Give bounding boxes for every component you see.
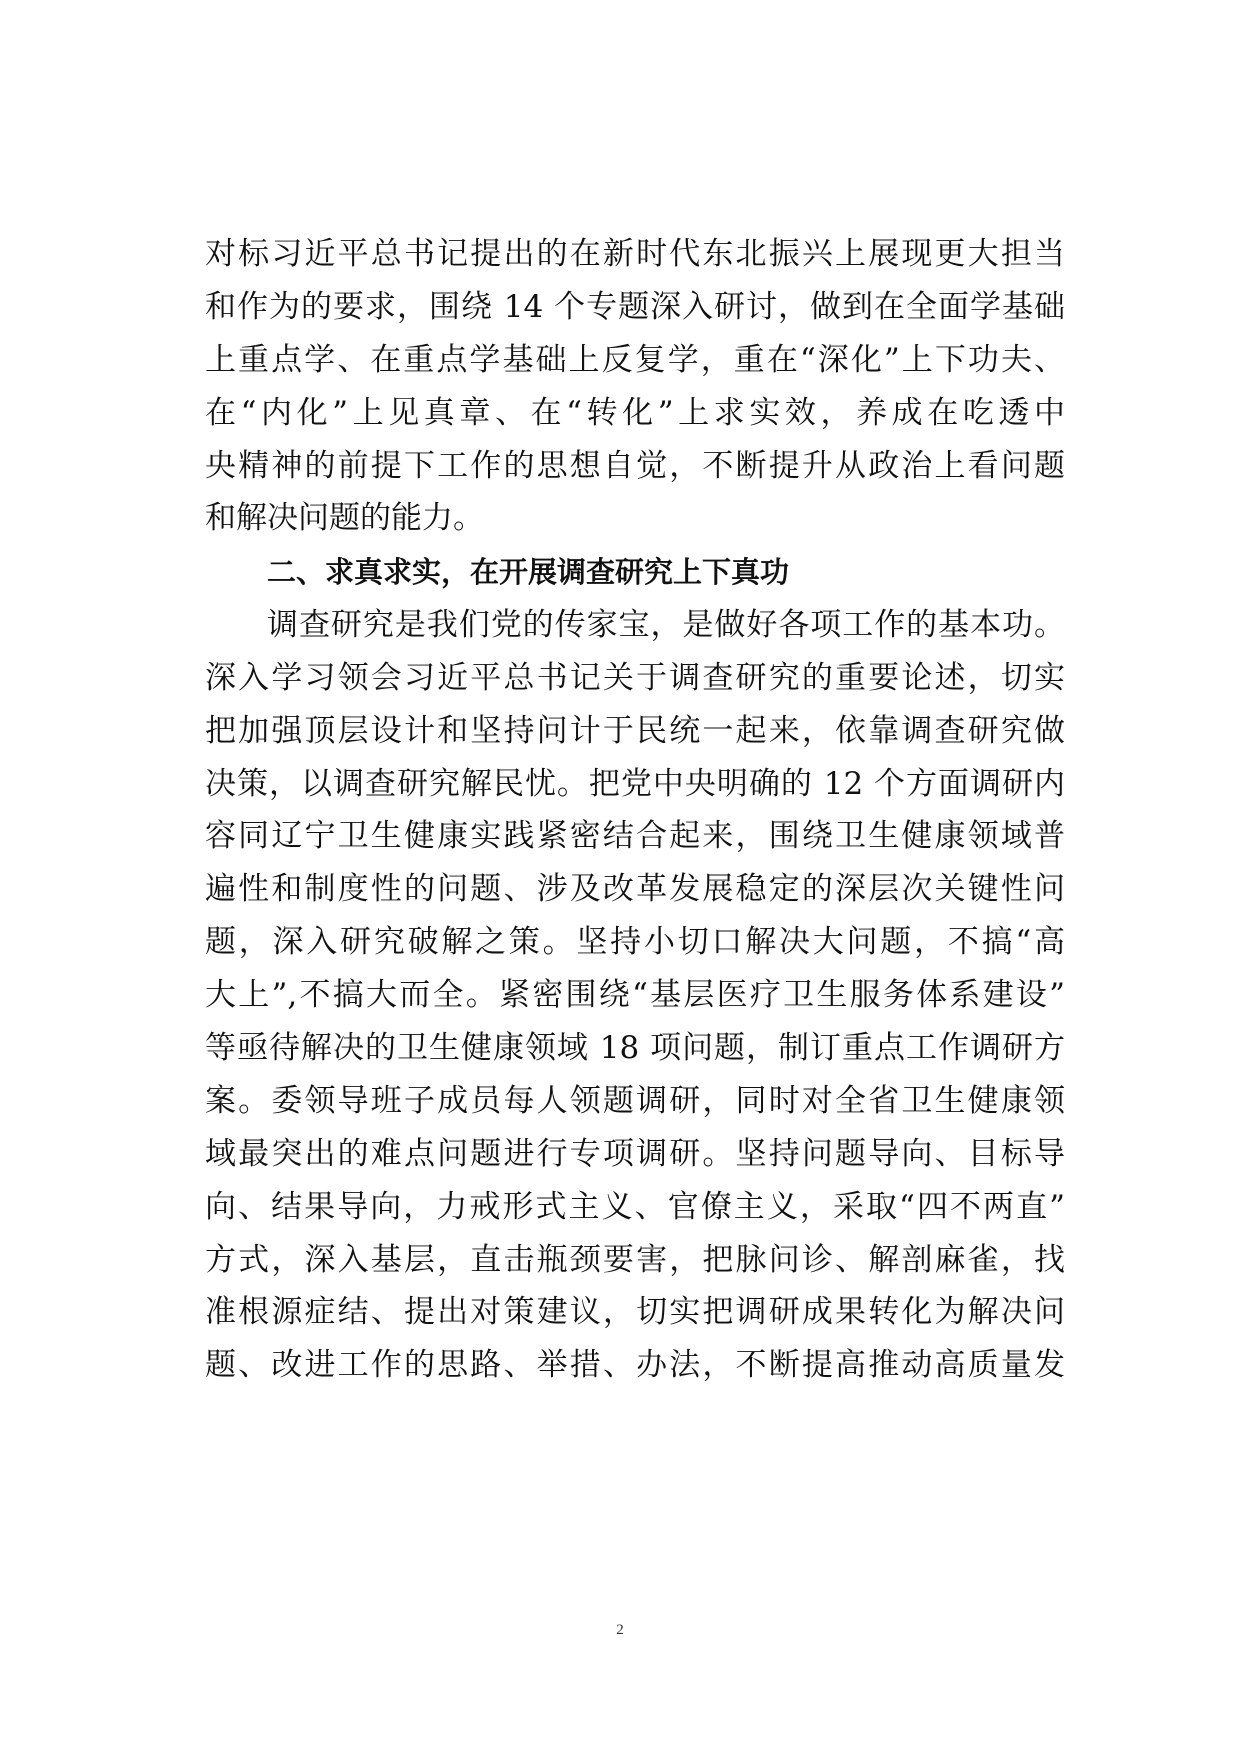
- paragraph-line: 方式，深入基层，直击瓶颈要害，把脉问诊、解剖麻雀，找: [205, 1241, 1065, 1278]
- paragraph-line: 调查研究是我们党的传家宝，是做好各项工作的基本功。: [267, 606, 1065, 643]
- paragraph-line: 遍性和制度性的问题、涉及改革发展稳定的深层次关键性问: [205, 871, 1065, 908]
- paragraph-line: 向、结果导向，力戒形式主义、官僚主义，采取“四不两直”: [205, 1188, 1065, 1225]
- paragraph-line: 大上”,不搞大而全。紧密围绕“基层医疗卫生服务体系建设”: [205, 977, 1065, 1014]
- paragraph-line: 准根源症结、提出对策建议，切实把调研成果转化为解决问: [205, 1294, 1065, 1331]
- paragraph-line: 央精神的前提下工作的思想自觉，不断提升从政治上看问题: [205, 447, 1065, 484]
- paragraph-line: 等亟待解决的卫生健康领域 18 项问题，制订重点工作调研方: [205, 1030, 1065, 1067]
- paragraph-line: 深入学习领会习近平总书记关于调查研究的重要论述，切实: [205, 659, 1065, 696]
- paragraph-line: 域最突出的难点问题进行专项调研。坚持问题导向、目标导: [205, 1135, 1065, 1172]
- paragraph-line: 题，深入研究破解之策。坚持小切口解决大问题，不搞“高: [205, 924, 1065, 961]
- paragraph-line: 和作为的要求，围绕 14 个专题深入研讨，做到在全面学基础: [205, 288, 1065, 325]
- paragraph-line: 决策，以调查研究解民忧。把党中央明确的 12 个方面调研内: [205, 765, 1065, 802]
- paragraph-line: 和解决问题的能力。: [205, 500, 484, 537]
- paragraph-line: 题、改进工作的思路、举措、办法，不断提高推动高质量发: [205, 1347, 1065, 1384]
- paragraph-line: 把加强顶层设计和坚持问计于民统一起来，依靠调查研究做: [205, 712, 1065, 749]
- paragraph-line: 在“内化”上见真章、在“转化”上求实效，养成在吃透中: [205, 394, 1065, 431]
- paragraph-line: 案。委领导班子成员每人领题调研，同时对全省卫生健康领: [205, 1082, 1065, 1119]
- page-number: 2: [616, 1622, 624, 1638]
- section-heading: 二、求真求实，在开展调查研究上下真功: [267, 555, 790, 589]
- paragraph-line: 上重点学、在重点学基础上反复学，重在“深化”上下功夫、: [205, 341, 1065, 378]
- section-2: [205, 546, 1065, 1392]
- paragraph-1: [205, 228, 1065, 545]
- paragraph-line: 容同辽宁卫生健康实践紧密结合起来，围绕卫生健康领域普: [205, 818, 1065, 855]
- paragraph-line: 对标习近平总书记提出的在新时代东北振兴上展现更大担当: [205, 236, 1065, 272]
